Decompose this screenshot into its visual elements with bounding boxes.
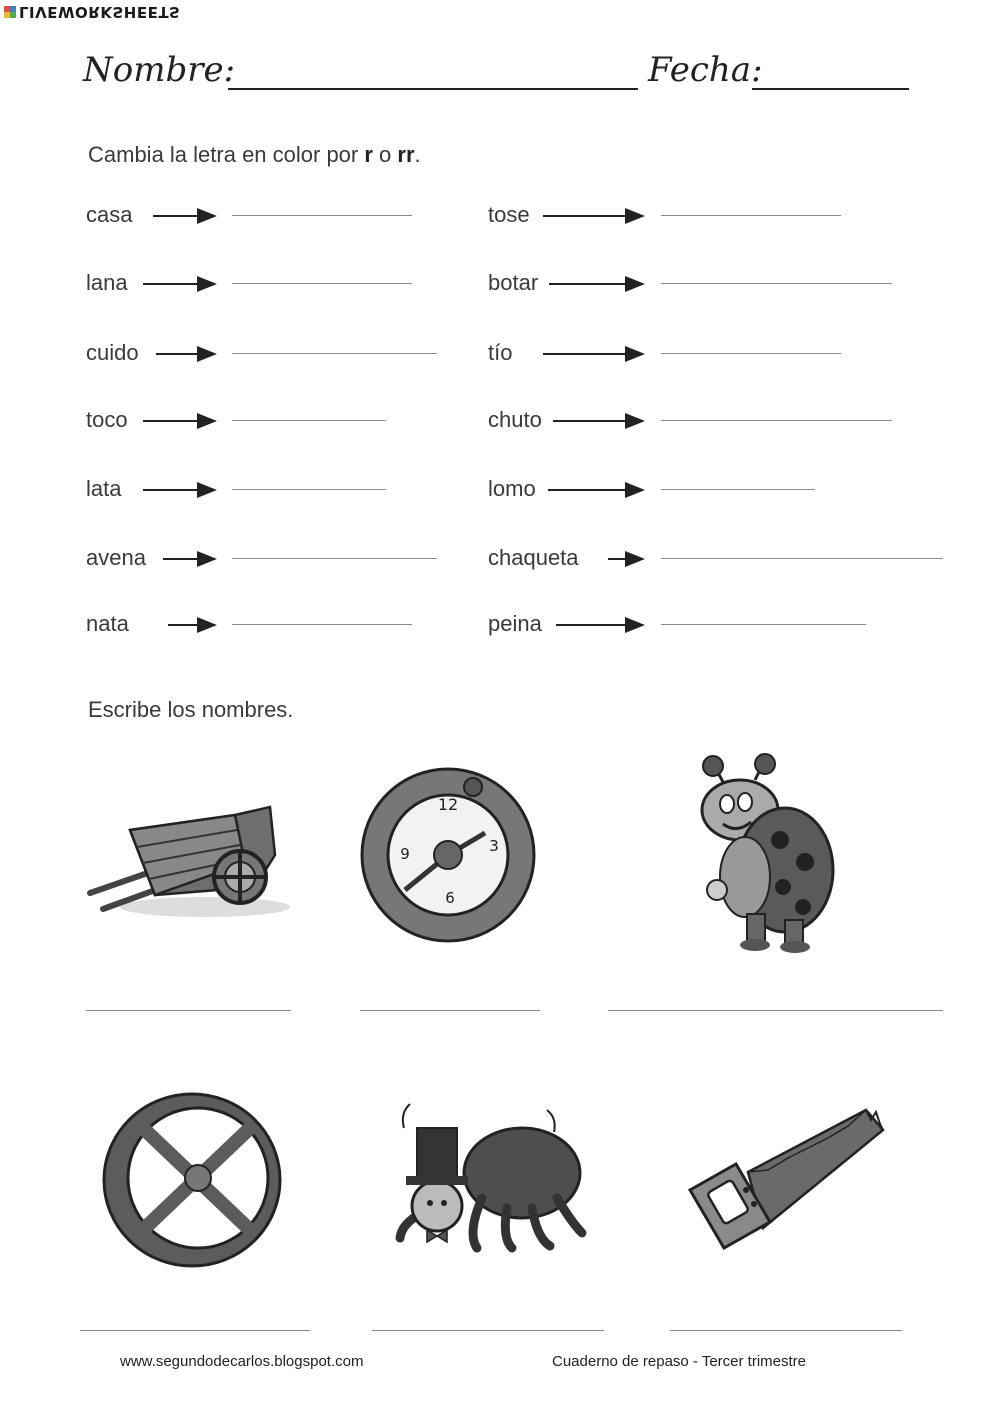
answer-right-3[interactable] xyxy=(661,353,841,354)
answer-right-6[interactable] xyxy=(661,558,943,559)
word-right-1: tose xyxy=(488,202,530,227)
answer-left-4[interactable] xyxy=(232,420,386,421)
answer-picture-4[interactable] xyxy=(80,1330,310,1331)
section2-instruction: Escribe los nombres. xyxy=(88,697,294,722)
answer-left-1[interactable] xyxy=(232,215,412,216)
saw-icon xyxy=(688,1100,888,1250)
answer-right-5[interactable] xyxy=(661,489,815,490)
word-left-4: toco xyxy=(86,407,128,432)
answer-right-2[interactable] xyxy=(661,283,892,284)
word-right-5: lomo xyxy=(488,476,536,501)
word-right-2: botar xyxy=(488,270,539,295)
answer-picture-3[interactable] xyxy=(608,1010,943,1011)
answer-left-7[interactable] xyxy=(232,624,412,625)
svg-text:9: 9 xyxy=(400,845,410,863)
arrows-layer xyxy=(0,0,1000,700)
answer-picture-2[interactable] xyxy=(360,1010,540,1011)
svg-text:3: 3 xyxy=(489,837,499,855)
answer-right-1[interactable] xyxy=(661,215,841,216)
ladybug-icon xyxy=(685,752,845,957)
footer-website: www.segundodecarlos.blogspot.com xyxy=(120,1353,364,1370)
word-left-6: avena xyxy=(86,545,146,570)
spider-icon xyxy=(392,1098,592,1258)
word-left-3: cuido xyxy=(86,340,139,365)
word-left-5: lata xyxy=(86,476,122,501)
word-right-3: tío xyxy=(488,340,513,365)
svg-text:12: 12 xyxy=(437,795,459,814)
answer-picture-1[interactable] xyxy=(86,1010,291,1011)
word-left-2: lana xyxy=(86,270,128,295)
answer-picture-6[interactable] xyxy=(670,1330,902,1331)
cart-icon xyxy=(85,795,295,925)
footer-caption: Cuaderno de repaso - Tercer trimestre xyxy=(552,1353,807,1370)
brand-text: LIVEWORKSHEETS xyxy=(19,3,181,21)
svg-text:6: 6 xyxy=(445,889,455,907)
answer-right-4[interactable] xyxy=(661,420,892,421)
answer-picture-5[interactable] xyxy=(372,1330,604,1331)
name-label: Nombre: xyxy=(83,50,236,90)
wheel-icon xyxy=(100,1090,285,1270)
word-left-7: nata xyxy=(86,611,129,636)
word-left-1: casa xyxy=(86,202,133,227)
answer-left-2[interactable] xyxy=(232,283,412,284)
section1-instruction: Cambia la letra en color por r o rr. xyxy=(88,142,421,167)
answer-left-5[interactable] xyxy=(232,489,386,490)
answer-left-6[interactable] xyxy=(232,558,437,559)
answer-right-7[interactable] xyxy=(661,624,866,625)
clock-icon xyxy=(360,765,540,945)
word-right-7: peina xyxy=(488,611,542,636)
date-label: Fecha: xyxy=(648,50,763,90)
word-right-6: chaqueta xyxy=(488,545,579,570)
word-right-4: chuto xyxy=(488,407,542,432)
answer-left-3[interactable] xyxy=(232,353,437,354)
